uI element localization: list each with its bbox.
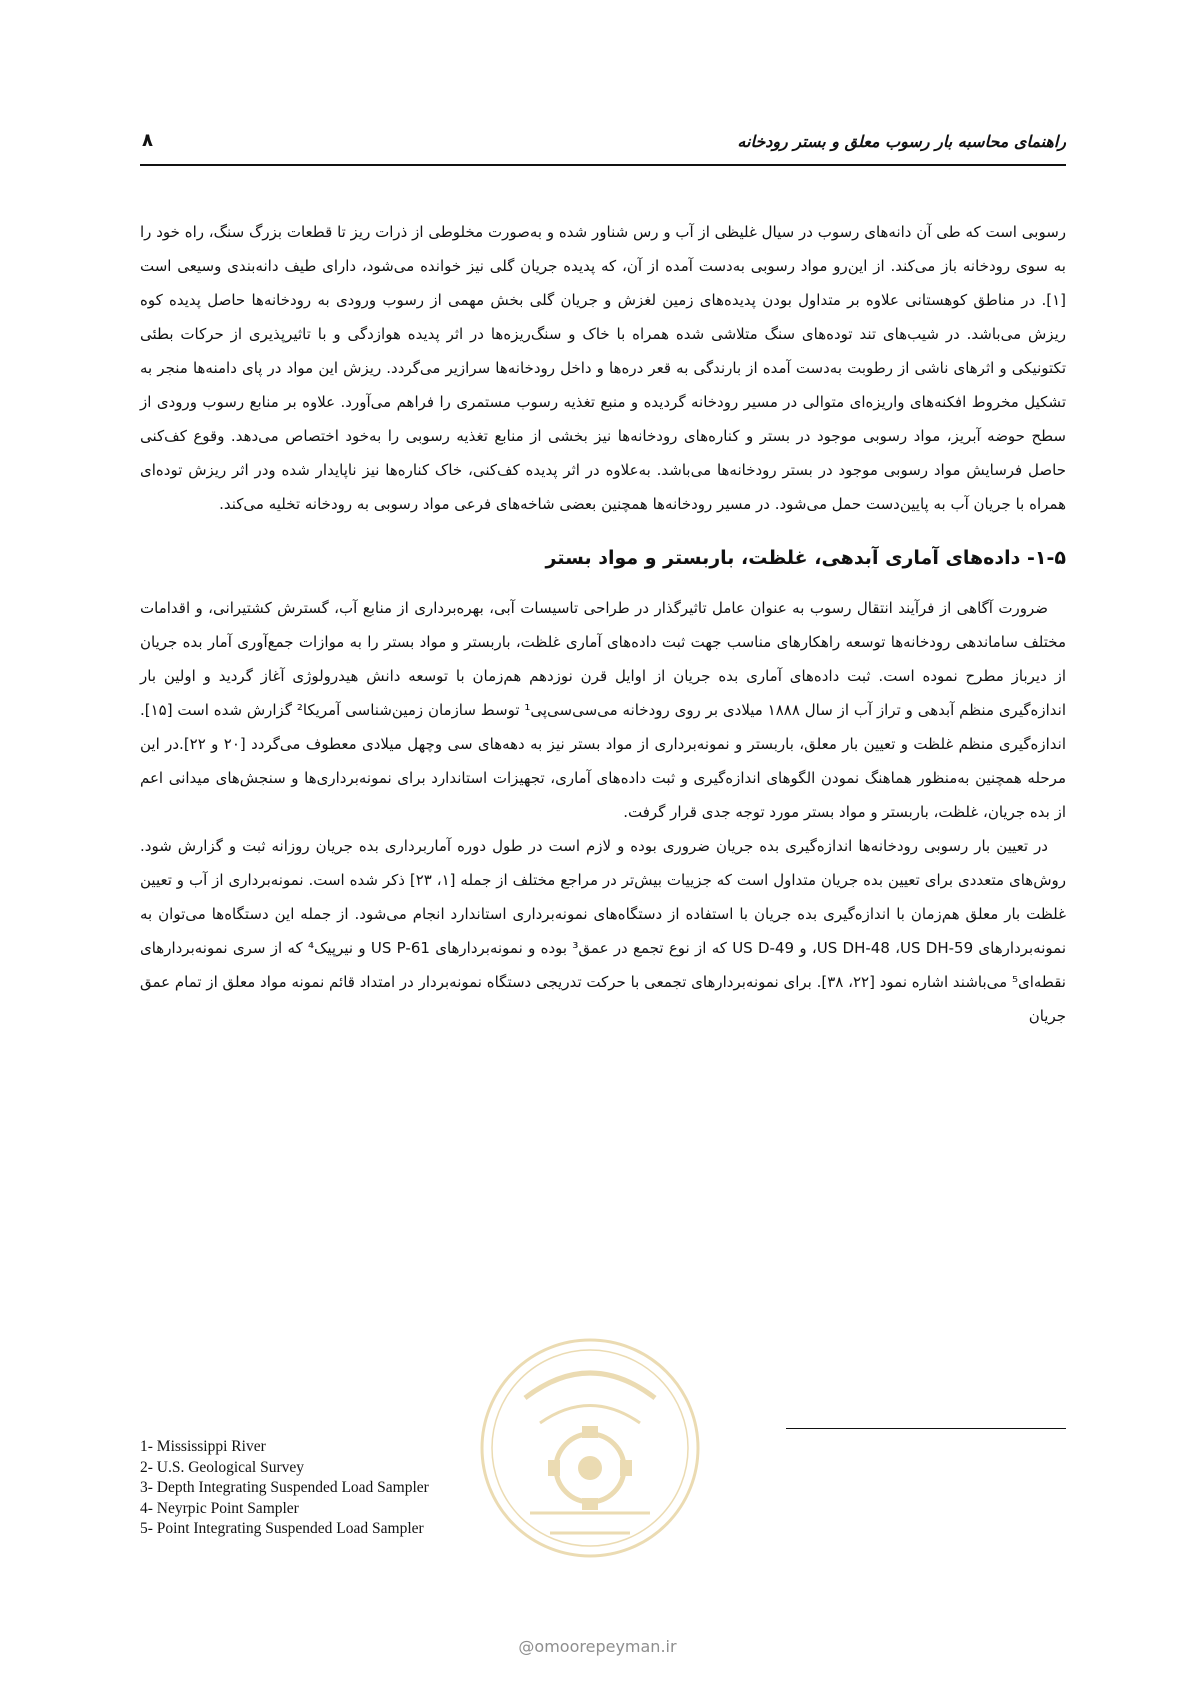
paragraph-sediment-sources: رسوبی است که طی آن دانه‌های رسوب در سیال غلیظی از آب و رس شناور شده و به‌صورت مخلوطی از ذرات ریز تا قطعات بزرگ سنگ، راه خود را به سوی رودخانه باز می‌کند. از این‌رو مواد رسوبی به‌دست آمده از آن، که پدیده جریان گلی نیز خوانده می‌شود، دارای طیف دانه‌بندی وسیعی است [۱]. در مناطق کوهستانی علاوه بر متداول بودن پدیده‌های زمین لغزش و جریان گلی بخش مهمی از رسوب ورودی به رودخانه‌ها حاصل پدیده کوه ریزش می‌باشد. در شیب‌های تند توده‌های سنگ متلاشی شده همراه با خاک و سنگ‌ریزه‌ها در اثر پدیده هوازدگی و با تاثیرپذیری از حرکات بطئی تکتونیکی و اثرهای ناشی از رطوبت به‌دست آمده از بارندگی به قعر دره‌ها و داخل رودخانه‌ها سرازیر می‌گردد. ریزش این مواد در پای دامنه‌ها منجر به تشکیل مخروط افکنه‌های واریزه‌ای متوالی در مسیر رودخانه گردیده و منبع تغذیه رسوب مستمری را فراهم می‌آورد. علاوه بر منابع رسوب ورودی از سطح حوضه آبریز، مواد رسوبی موجود در بستر و کناره‌های رودخانه‌ها نیز بخشی از منابع تغذیه رسوبی را به‌خود اختصاص می‌دهد. وقوع کف‌کنی حاصل فرسایش مواد رسوبی موجود در بستر رودخانه‌ها می‌باشد. به‌علاوه در اثر پدیده کف‌کنی، خاک کناره‌ها نیز ناپایدار شده ودر اثر ریزش توده‌ای همراه با جریان آب به پایین‌دست حمل می‌شود. در مسیر رودخانه‌ها همچنین بعضی شاخه‌های فرعی مواد رسوبی به رودخانه تخلیه می‌کند. — [140, 223, 1066, 513]
footnote-3: 3- Depth Integrating Suspended Load Sampler — [140, 1479, 429, 1496]
footnotes — [140, 1437, 429, 1540]
footnote-2: 2- U.S. Geological Survey — [140, 1458, 305, 1476]
section-heading: ۱-۵- داده‌های آماری آبدهی، غلظت، باربستر و مواد بستر — [545, 547, 1066, 569]
page-number: ۸ — [142, 130, 153, 151]
footnote-4: 4- Neyrpic Point Sampler — [140, 1499, 299, 1517]
page-header — [140, 128, 1066, 166]
paragraph-suspended-load-sampling: در تعیین بار رسوبی رودخانه‌ها اندازه‌گیری بده جریان ضروری بوده و لازم است در طول دوره آماربرداری بده جریان روزانه ثبت و گزارش شود. روش‌های متعددی برای تعیین بده جریان متداول است که جزییات بیش‌تر در مراجع مختلف از جمله [۱، ۲۳] ذکر شده است. نمونه‌برداری از آب و تعیین غلظت بار معلق هم‌زمان با اندازه‌گیری بده جریان با استفاده از دستگاه‌های نمونه‌برداری استاندارد انجام می‌شود. از جمله این دستگاه‌ها می‌توان به نمونه‌بردارهای US DH-48 ،US DH-59، و US D-49 که از نوع تجمع در عمق³ بوده و نمونه‌بردارهای US P-61 و نیرپیک⁴ که از سری نمونه‌بردارهای نقطه‌ای⁵ می‌باشند اشاره نمود [۲۲، ۳۸]. برای نمونه‌بردارهای تجمعی با حرکت تدریجی دستگاه نمونه‌بردار در امتداد قائم نمونه مواد معلق از تمام عمق جریان — [139, 837, 1067, 1025]
footnote-1: 1- Mississippi River — [140, 1438, 266, 1455]
watermark-site-url: @omoorepeyman.ir — [518, 1637, 677, 1656]
watermark-seal — [470, 1328, 710, 1578]
footnote-separator — [786, 1428, 1066, 1429]
paragraph-data-history: ضرورت آگاهی از فرآیند انتقال رسوب به عنوان عامل تاثیرگذار در طراحی تاسیسات آبی، بهره‌برداری از منابع آب، گسترش کشتیرانی، و اقدامات مختلف ساماندهی رودخانه‌ها توسعه راهکارهای مناسب جهت ثبت داده‌های آماری غلظت، باربستر و مواد بستر را به موازات جمع‌آوری آمار بده جریان از دیرباز مطرح نموده است. ثبت داده‌های آماری بده جریان از اوایل قرن نوزدهم هم‌زمان با توسعه دانش هیدرولوژی آغاز گردید و اولین بار اندازه‌گیری منظم آبدهی و تراز آب از سال ۱۸۸۸ میلادی بر روی رودخانه می‌سی‌سی‌پی¹ توسط سازمان زمین‌شناسی آمریکا² گزارش شده است [۱۵]. اندازه‌گیری منظم غلظت و تعیین بار معلق، باربستر و نمونه‌برداری از مواد بستر نیز به دهه‌های سی وچهل میلادی معطوف می‌گردد [۲۰ و ۲۲].در این مرحله همچنین به‌منظور هماهنگ نمودن الگوهای اندازه‌گیری و ثبت داده‌های آماری، تجهیزات استاندارد برای نمونه‌برداری‌ها و سنجش‌های میدانی اعم از بده جریان، غلظت، باربستر و مواد بستر مورد توجه جدی قرار گرفت. — [140, 599, 1066, 821]
running-title: راهنمای محاسبه بار رسوب معلق و بستر رودخانه — [737, 132, 1066, 151]
footnote-5: 5- Point Integrating Suspended Load Sampler — [140, 1520, 424, 1537]
main-text — [140, 215, 1066, 1033]
